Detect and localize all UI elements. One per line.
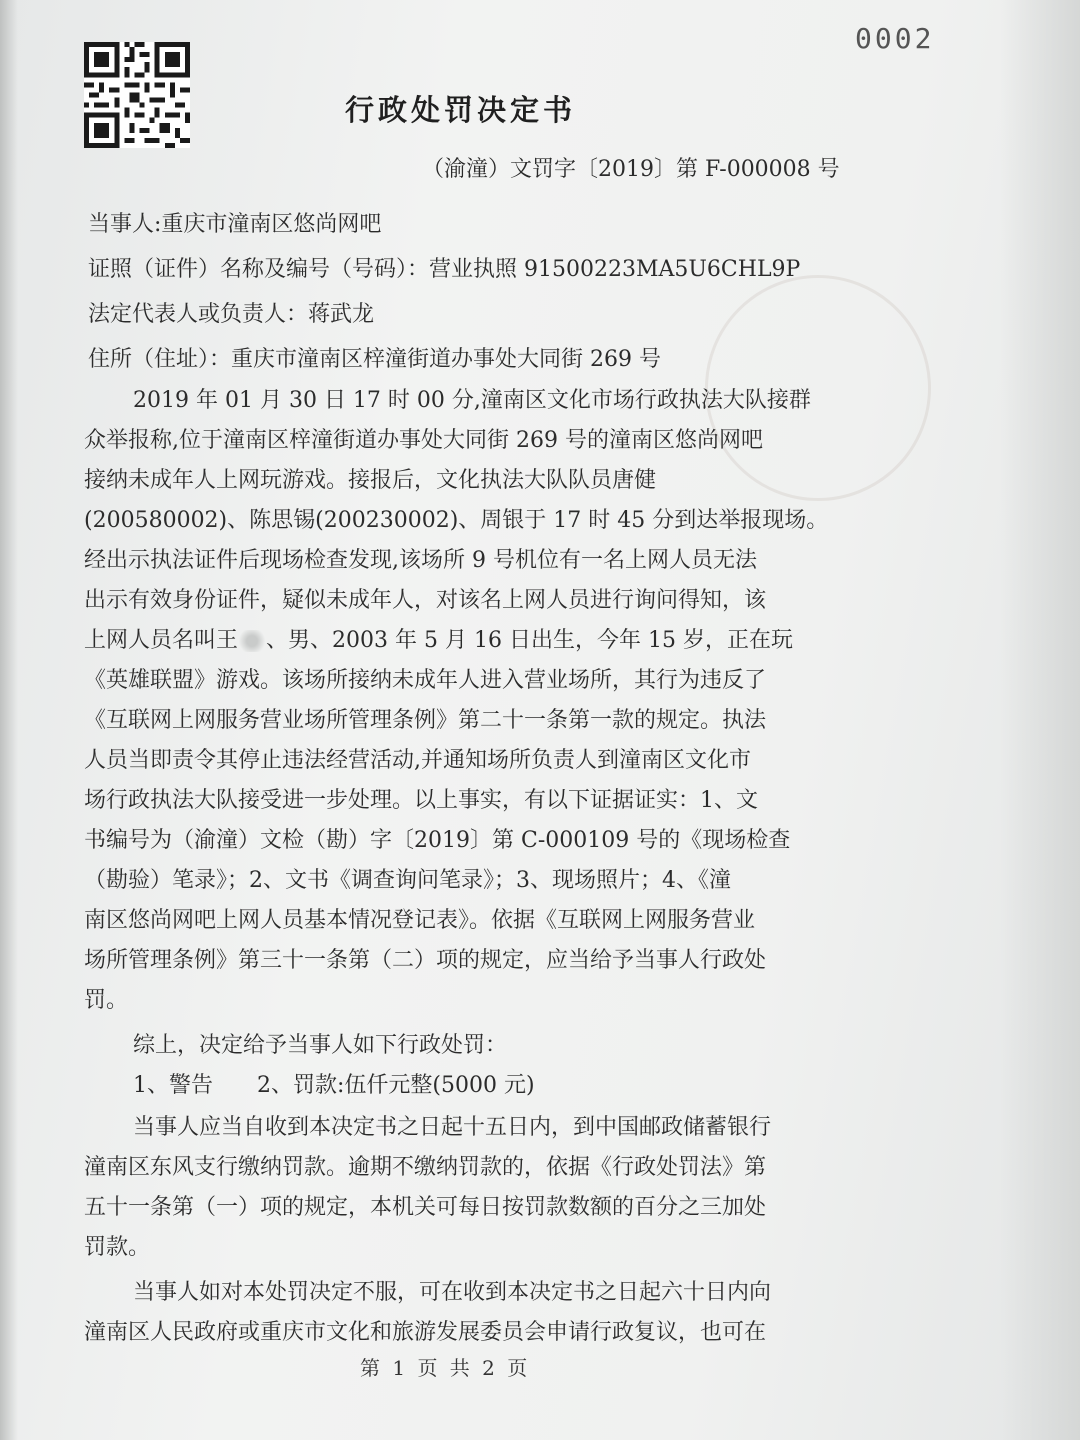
body-line: 《互联网上网服务营业场所管理条例》第二十一条第一款的规定。执法: [84, 708, 767, 733]
body-line: 《英雄联盟》游戏。该场所接纳未成年人进入营业场所，其行为违反了: [84, 668, 767, 693]
body-line: 2019 年 01 月 30 日 17 时 00 分,潼南区文化市场行政执法大队接群: [133, 388, 811, 413]
payment-line: 五十一条第（一）项的规定，本机关可每日按罚款数额的百分之三加处: [84, 1195, 767, 1220]
penalty-line: 1、警告 2、罚款:伍仟元整(5000 元): [133, 1073, 535, 1098]
body-line-part: 、男、2003 年 5 月 16 日出生，今年 15 岁，正在玩: [266, 628, 793, 653]
binding-shadow: [0, 0, 18, 1440]
appeal-line: 当事人如对本处罚决定不服，可在收到本决定书之日起六十日内向: [133, 1280, 772, 1305]
legal-representative: 法定代表人或负责人：蒋武龙: [88, 302, 375, 327]
body-line: 众举报称,位于潼南区梓潼街道办事处大同街 269 号的潼南区悠尚网吧: [84, 428, 763, 453]
qr-code: [84, 42, 190, 148]
document-number: （渝潼）文罚字〔2019〕第 F-000008 号: [422, 157, 840, 182]
body-line-with-redaction: [84, 623, 793, 654]
page-serial-number: 0002: [855, 22, 935, 55]
body-line: 场行政执法大队接受进一步处理。以上事实，有以下证据证实：1、文: [84, 788, 758, 813]
payment-line: 潼南区东风支行缴纳罚款。逾期不缴纳罚款的，依据《行政处罚法》第: [84, 1155, 767, 1180]
body-line: 书编号为（渝潼）文检（勘）字〔2019〕第 C-000109 号的《现场检查: [84, 828, 791, 853]
party-name: 当事人:重庆市潼南区悠尚网吧: [88, 212, 382, 237]
payment-line: 当事人应当自收到本决定书之日起十五日内，到中国邮政储蓄银行: [133, 1115, 772, 1140]
redaction-blur: [238, 630, 266, 652]
body-line-part: 上网人员名叫王: [84, 628, 239, 653]
payment-line: 罚款。: [84, 1235, 151, 1260]
body-line: 接纳未成年人上网玩游戏。接报后，文化执法大队队员唐健: [84, 468, 657, 493]
body-line: 罚。: [84, 988, 129, 1013]
edge-shadow: [1000, 0, 1080, 1440]
decision-line: 综上，决定给予当事人如下行政处罚：: [133, 1033, 508, 1058]
document-title: 行政处罚决定书: [345, 93, 577, 127]
body-line: (200580002)、陈思锡(200230002)、周银于 17 时 45 分到达举报现场。: [84, 508, 829, 533]
address: 住所（住址）：重庆市潼南区梓潼街道办事处大同街 269 号: [88, 347, 661, 372]
body-line: 人员当即责令其停止违法经营活动,并通知场所负责人到潼南区文化市: [84, 748, 751, 773]
body-line: 南区悠尚网吧上网人员基本情况登记表》。依据《互联网上网服务营业: [84, 908, 756, 933]
body-line: 出示有效身份证件，疑似未成年人，对该名上网人员进行询问得知，该: [84, 588, 767, 613]
page-footer: 第 1 页 共 2 页: [360, 1356, 528, 1380]
body-line: 经出示执法证件后现场检查发现,该场所 9 号机位有一名上网人员无法: [84, 548, 757, 573]
appeal-line: 潼南区人民政府或重庆市文化和旅游发展委员会申请行政复议，也可在: [84, 1320, 767, 1345]
body-line: （勘验）笔录》；2、文书《调查询问笔录》；3、现场照片；4、《潼: [84, 868, 731, 893]
body-line: 场所管理条例》第三十一条第（二）项的规定，应当给予当事人行政处: [84, 948, 767, 973]
license-number: 证照（证件）名称及编号（号码）：营业执照 91500223MA5U6CHL9P: [88, 257, 801, 282]
